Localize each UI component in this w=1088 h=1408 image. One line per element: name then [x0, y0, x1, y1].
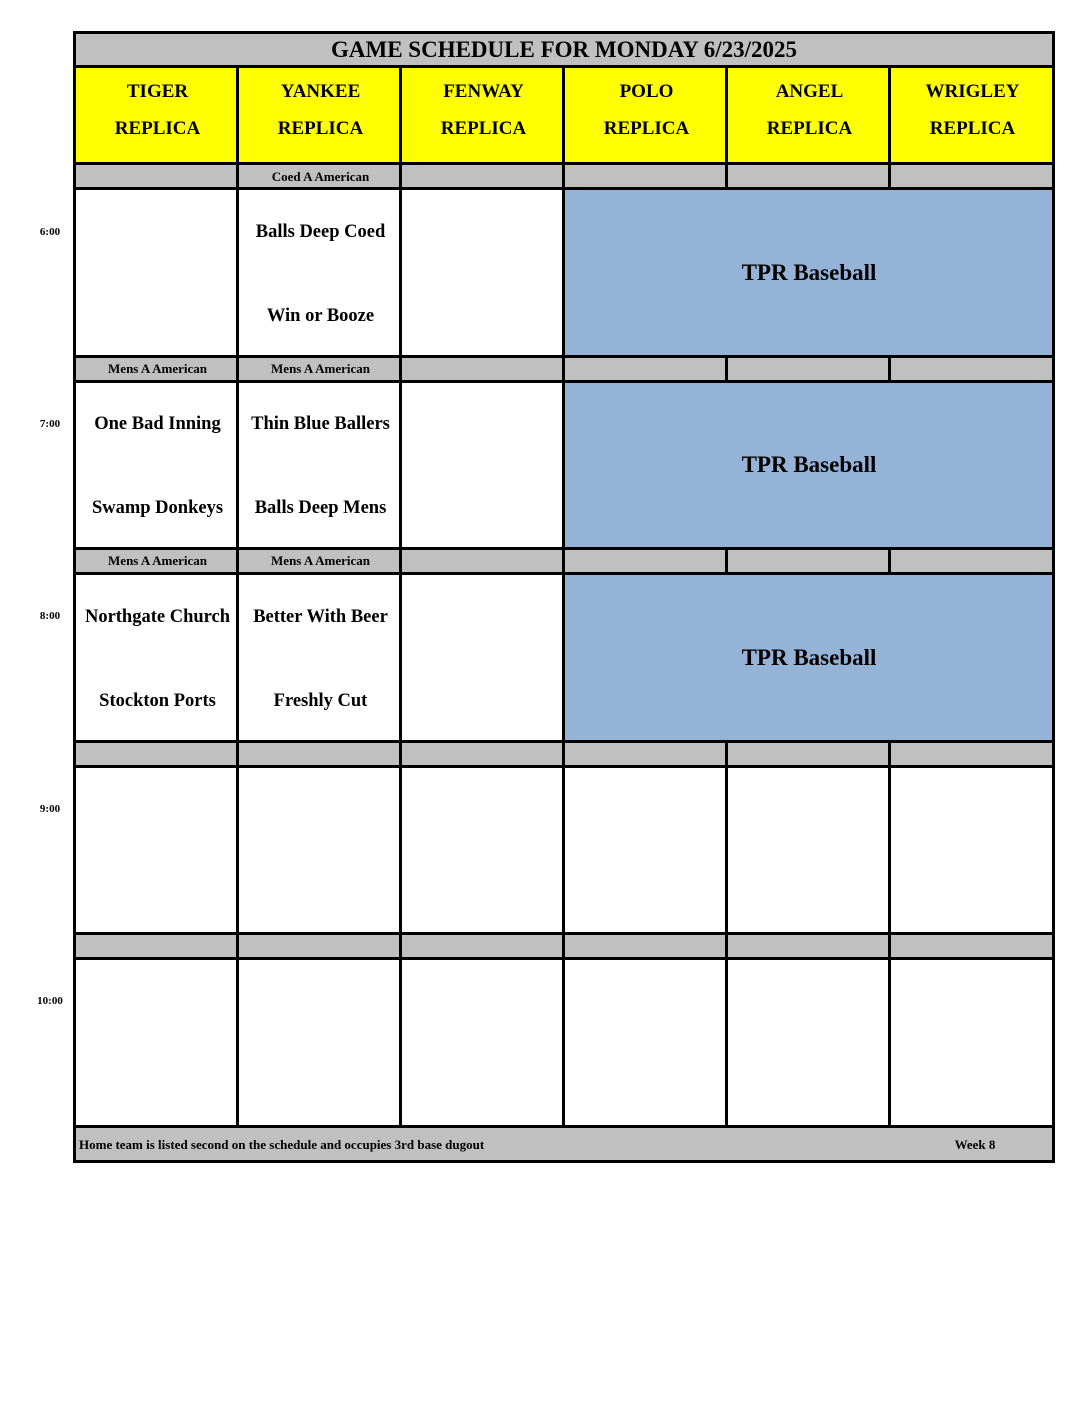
tpr-block-label: TPR Baseball: [741, 645, 877, 670]
field-sub-yankee: REPLICA: [277, 118, 364, 139]
week-label: Week 8: [954, 1137, 996, 1152]
field-sub-angel: REPLICA: [766, 118, 853, 139]
division-label: Mens A American: [108, 361, 207, 376]
team-home: Swamp Donkeys: [91, 498, 224, 518]
time-label: 7:00: [39, 418, 61, 430]
team-away: Northgate Church: [84, 607, 231, 627]
field-sub-fenway: REPLICA: [440, 118, 527, 139]
team-home: Freshly Cut: [273, 691, 368, 711]
field-name-polo: POLO: [619, 81, 674, 102]
grid-line: [725, 547, 728, 574]
team-away: Better With Beer: [253, 607, 388, 627]
tpr-block-label: TPR Baseball: [741, 260, 877, 285]
tpr-block-label: TPR Baseball: [741, 452, 877, 477]
team-home: Stockton Ports: [99, 691, 216, 711]
team-home: Balls Deep Mens: [254, 498, 387, 518]
field-name-yankee: YANKEE: [280, 81, 361, 102]
field-sub-tiger: REPLICA: [114, 118, 201, 139]
time-label: 8:00: [39, 610, 61, 622]
frame-bottom: [73, 1160, 1055, 1163]
team-home: Win or Booze: [266, 306, 375, 326]
team-away: Balls Deep Coed: [255, 222, 386, 242]
grid-line: [725, 740, 728, 1127]
grid-line: [725, 355, 728, 382]
field-name-angel: ANGEL: [775, 81, 844, 102]
grid-line: [888, 740, 891, 1127]
team-away: One Bad Inning: [94, 414, 221, 434]
grid-line: [888, 355, 891, 382]
frame-left: [73, 31, 76, 1163]
field-sub-polo: REPLICA: [603, 118, 690, 139]
time-label: 10:00: [37, 995, 63, 1007]
page-title: GAME SCHEDULE FOR MONDAY 6/23/2025: [331, 37, 797, 62]
field-name-tiger: TIGER: [126, 81, 189, 102]
field-name-fenway: FENWAY: [443, 81, 524, 102]
frame-right: [1052, 31, 1055, 1163]
field-name-wrigley: WRIGLEY: [925, 81, 1020, 102]
field-sub-wrigley: REPLICA: [929, 118, 1016, 139]
time-label: 9:00: [39, 803, 61, 815]
grid-line: [562, 65, 565, 1127]
footer-note: Home team is listed second on the schedule and occupies 3rd base dugout: [79, 1137, 485, 1152]
division-label: Mens A American: [271, 361, 370, 376]
time-label: 6:00: [39, 226, 61, 238]
team-away: Thin Blue Ballers: [251, 414, 390, 434]
division-label: Mens A American: [271, 553, 370, 568]
division-label: Mens A American: [108, 553, 207, 568]
grid-line: [888, 547, 891, 574]
division-label: Coed A American: [271, 169, 370, 184]
